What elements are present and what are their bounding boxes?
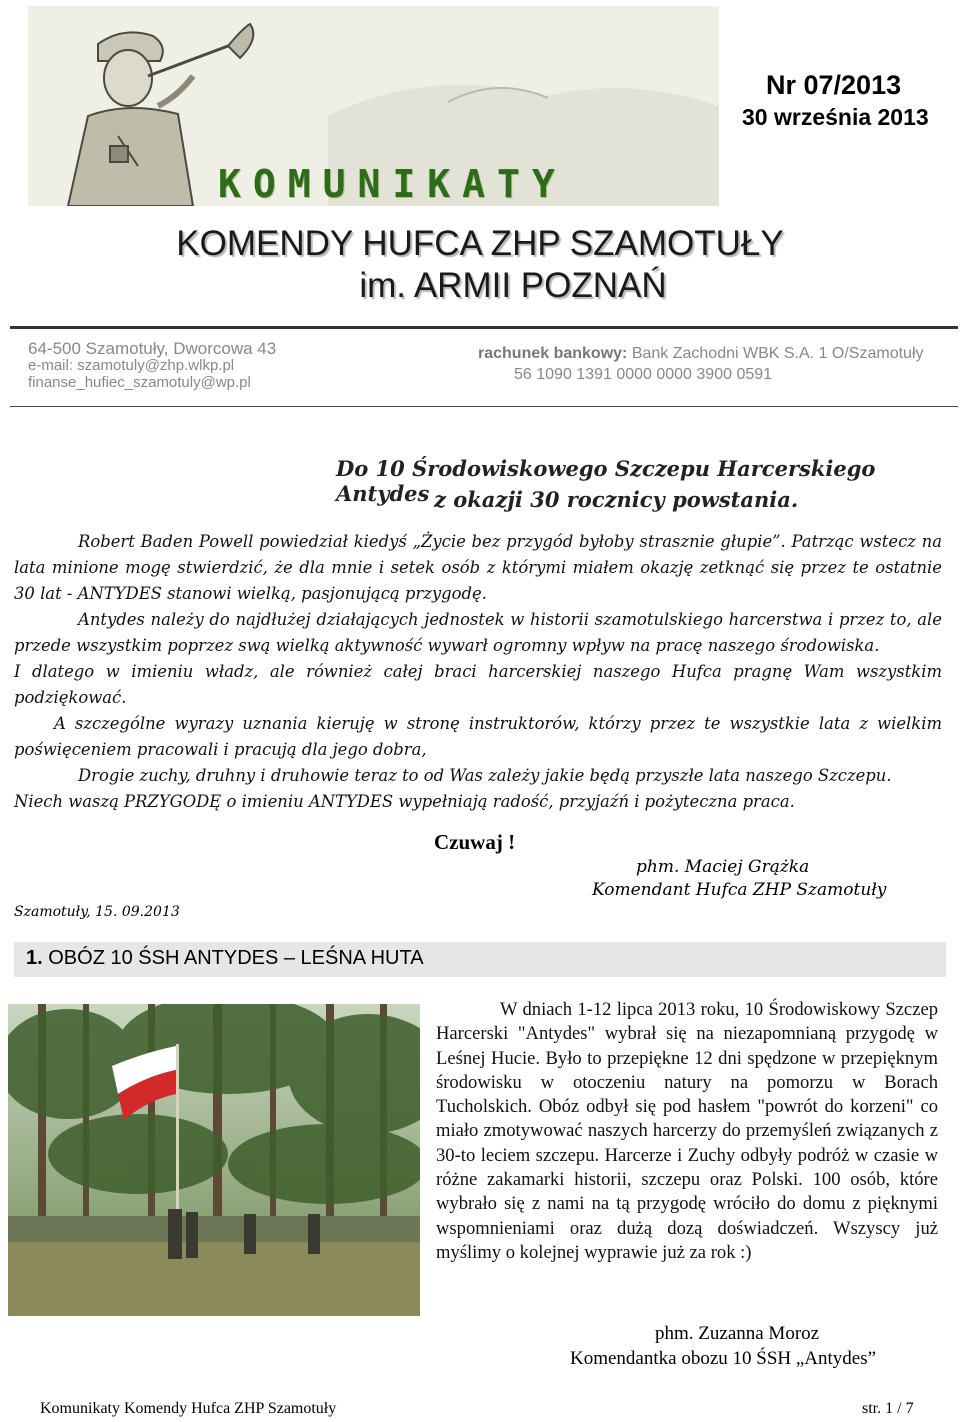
section-title bbox=[26, 947, 424, 970]
header-rule-bottom bbox=[10, 406, 958, 407]
article-signer-name: phm. Zuzanna Moroz bbox=[655, 1323, 820, 1344]
letter-paragraph: A szczególne wyrazy uznania kieruję w stronę instruktorów, którzy przez te wszystkie lata z wielkim poświęceniem pracowali i pracują dla jego dobra, bbox=[14, 714, 942, 759]
dedication-line2: z okazji 30 rocznicy powstania. bbox=[434, 487, 799, 512]
letter-paragraph: Drogie zuchy, druhny i druhowie teraz to od Was zależy jakie będą przyszłe lata naszego Szczepu. bbox=[78, 766, 892, 785]
bank-name: Bank Zachodni WBK S.A. 1 O/Szamotuły bbox=[627, 345, 924, 362]
letter-signer-role: Komendant Hufca ZHP Szamotuły bbox=[592, 880, 887, 900]
letter-place-date: Szamotuły, 15. 09.2013 bbox=[14, 904, 180, 920]
org-name-line1: KOMENDY HUFCA ZHP SZAMOTUŁY bbox=[176, 224, 784, 263]
contact-email-finance[interactable]: finanse_hufiec_szamotuly@wp.pl bbox=[28, 374, 251, 391]
article-text: W dniach 1-12 lipca 2013 roku, 10 Środowiskowy Szczep Harcerski "Antydes" wybrał się na niezapomnianą przygodę w Leśnej Hucie. Było to przepiękne 12 dni spędzone w przepięknym środowisku w otoczeniu natury na pomorzu w Borach Tucholskich. Obóz odbył się pod hasłem "powrót do korzeni" co miało zmotywować naszych harcerzy do przemyśleń związanych z 30-to leciem szczepu. Harcerze i Zuchy odbyły podróż w czasie w różne zakamarki historii, szczepu oraz Polski. 100 osób, które wybrało się z nami na tą przygodę wróciło do domu z pięknymi wspomnieniami oraz dużą dozą doświadczeń. Wszyscy już myślimy o kolejnej wyprawie już za rok :) bbox=[436, 999, 938, 1263]
header-rule-top bbox=[10, 326, 958, 329]
letter-paragraph: Antydes należy do najdłużej działających jednostek w historii szamotulskiego harcerstwa i przez to, ale przede wszystkim poprzez swą wielką aktywność wywarł ogromny wpływ na pracę naszego środowiska. bbox=[14, 610, 942, 655]
section-title-text: OBÓZ 10 ŚSH ANTYDES – LEŚNA HUTA bbox=[42, 947, 424, 969]
footer-title: Komunikaty Komendy Hufca ZHP Szamotuły bbox=[40, 1400, 337, 1417]
header-banner bbox=[28, 6, 719, 206]
section-number: 1. bbox=[26, 947, 43, 969]
issue-date: 30 września 2013 bbox=[742, 104, 929, 130]
bank-label: rachunek bankowy: bbox=[478, 345, 628, 362]
contact-address: 64-500 Szamotuły, Dworcowa 43 bbox=[28, 339, 277, 358]
bank-account: 56 1090 1391 0000 0000 3900 0591 bbox=[514, 366, 773, 383]
letter-paragraph: I dlatego w imieniu władz, ale również całej braci harcerskiej naszego Hufca pragnę Wam wszystkim podziękować. bbox=[14, 662, 942, 707]
dedication-line1: Do 10 Środowiskowego Szczepu Harcerskiego Antydes bbox=[336, 456, 876, 506]
letter-greeting: Czuwaj ! bbox=[434, 830, 516, 854]
camp-photo bbox=[8, 1004, 420, 1316]
banner-title: KOMUNIKATY bbox=[218, 162, 567, 206]
issue-number: Nr 07/2013 bbox=[766, 70, 902, 100]
section-header bbox=[14, 942, 946, 977]
article-body bbox=[436, 998, 938, 1265]
letter-signer-name: phm. Maciej Grążka bbox=[636, 857, 810, 877]
article-signer-role: Komendantka obozu 10 ŚSH „Antydes” bbox=[570, 1348, 877, 1369]
org-name-line2: im. ARMII POZNAŃ bbox=[359, 266, 667, 305]
contact-email[interactable]: e-mail: szamotuly@zhp.wlkp.pl bbox=[28, 357, 235, 374]
letter-paragraph: Robert Baden Powell powiedział kiedyś „Życie bez przygód byłoby strasznie głupie”. Patrząc wstecz na lata minione mogę stwierdzić, że dla mnie i setek osób z którymi miałem okazję zetknąć się przez te ostatnie 30 lat - ANTYDES stanowi wielką, pasjonującą przygodę. bbox=[14, 532, 942, 603]
bank-line bbox=[478, 345, 924, 363]
letter-paragraph: Niech waszą PRZYGODĘ o imieniu ANTYDES wypełniają radość, przyjaźń i pożyteczna praca. bbox=[14, 792, 795, 811]
footer-page-number: str. 1 / 7 bbox=[862, 1400, 914, 1417]
letter-body bbox=[14, 529, 942, 815]
contact-block bbox=[28, 340, 276, 391]
